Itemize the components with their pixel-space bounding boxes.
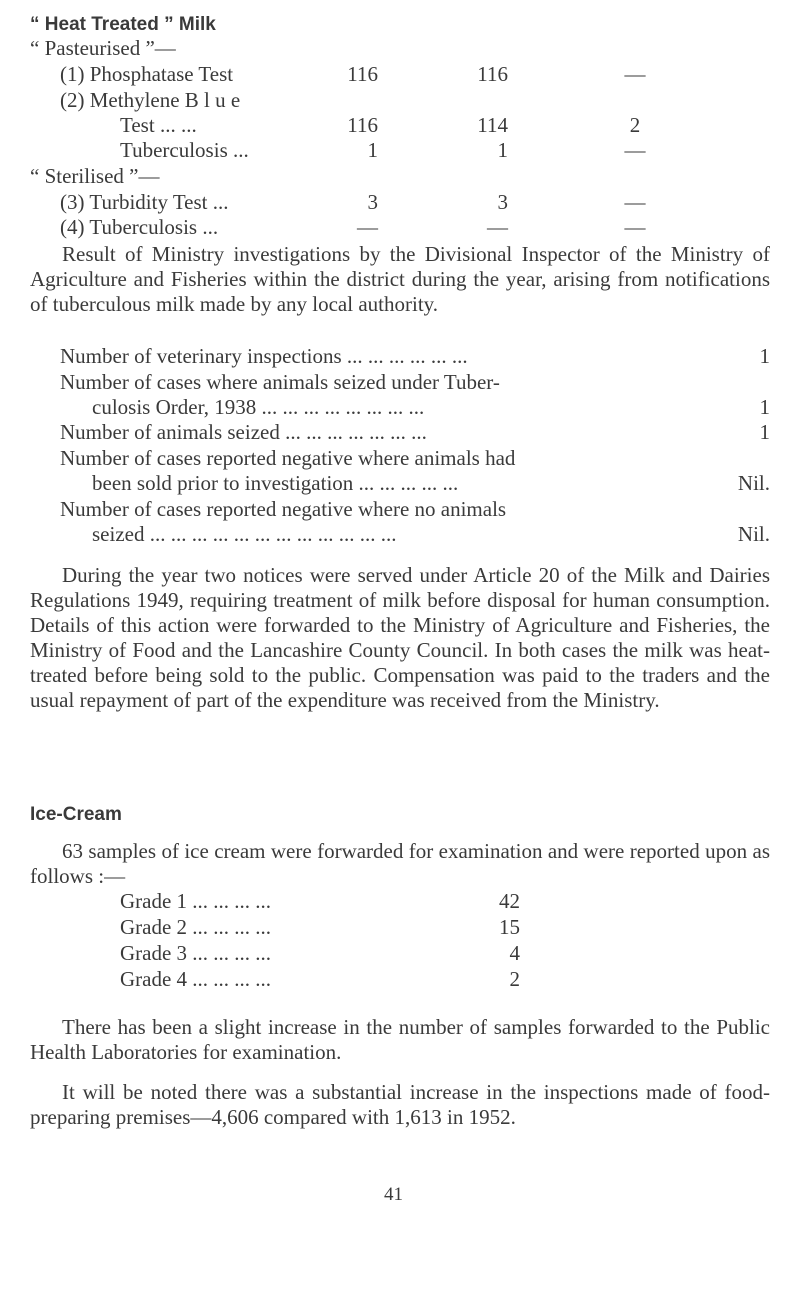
row-value-b: — xyxy=(487,215,508,239)
ministry-item-line: Number of veterinary inspections ... ... ... ... ... ... xyxy=(60,344,468,368)
row-label-test: Test ... ... xyxy=(120,113,197,137)
ice-cream-heading: Ice-Cream xyxy=(30,804,122,825)
row-value-a: 3 xyxy=(367,190,378,214)
ministry-intro: Result of Ministry investigations by the Divisional Inspector of the Ministry of Agriculture and Fisheries within the district during the year, arising from notifications of tuberculous milk made by any local authority. xyxy=(30,242,770,316)
ministry-item-value: 1 xyxy=(759,420,770,444)
increase-paragraph: There has been a slight increase in the number of samples forwarded to the Public Health Laboratories for examination. xyxy=(30,1015,770,1064)
notices-paragraph: During the year two notices were served under Article 20 of the Milk and Dairies Regulations 1949, requiring treatment of milk before disposal for human consumption. Details of this action were forwarded to the Ministry of Agriculture and Fisheries, the Ministry of Food and the Lancashire County Council. In both cases the milk was heat-treated before being sold to the public. Compensation was paid to the traders and the usual repayment of part of the expenditure was received from the Ministry. xyxy=(30,563,770,712)
ministry-item-line: Number of animals seized ... ... ... ... ... ... ... xyxy=(60,420,427,444)
row-value-a: 116 xyxy=(347,62,378,86)
row-value-b: 114 xyxy=(477,113,508,137)
ministry-item-line: Number of cases reported negative where animals had xyxy=(60,446,516,470)
ministry-item-line2: culosis Order, 1938 ... ... ... ... ... ... ... ... xyxy=(92,395,425,419)
grade-label: Grade 3 ... ... ... ... xyxy=(120,941,272,965)
row-value-a: 116 xyxy=(347,113,378,137)
grade-value: 2 xyxy=(509,967,520,991)
row-value-b: 3 xyxy=(497,190,508,214)
ministry-item-value: Nil. xyxy=(737,522,770,546)
grade-label: Grade 2 ... ... ... ... xyxy=(120,915,272,939)
inspections-paragraph: It will be noted there was a substantial increase in the inspections made of food-preparing premises—4,606 compared with 1,613 in 1952. xyxy=(30,1080,770,1129)
row-value-b: 1 xyxy=(497,138,508,162)
page-number: 41 xyxy=(384,1184,403,1205)
row-label-tuberculosis-sterilised: (4) Tuberculosis ... xyxy=(60,215,219,239)
ministry-item-value: Nil. xyxy=(737,471,770,495)
row-label-tuberculosis: Tuberculosis ... xyxy=(120,138,249,162)
grade-label: Grade 1 ... ... ... ... xyxy=(120,889,272,913)
ministry-item-value: 1 xyxy=(759,395,770,419)
row-value-a: — xyxy=(357,215,378,239)
row-value-c: — xyxy=(624,190,646,214)
row-value-c: — xyxy=(624,215,646,239)
row-value-c: — xyxy=(624,62,646,86)
ministry-item-line: Number of cases where animals seized under Tuber- xyxy=(60,370,500,394)
grade-value: 42 xyxy=(499,889,520,913)
row-label-phosphatase: (1) Phosphatase Test xyxy=(60,62,234,86)
milk-heading: “ Heat Treated ” Milk xyxy=(30,14,216,35)
ministry-item-line2: seized ... ... ... ... ... ... ... ... ... ... ... ... xyxy=(92,522,397,546)
grade-value: 15 xyxy=(499,915,520,939)
sterilised-label: “ Sterilised ”— xyxy=(30,164,160,188)
ministry-item-line: Number of cases reported negative where no animals xyxy=(60,497,507,521)
grade-value: 4 xyxy=(509,941,520,965)
row-value-a: 1 xyxy=(367,138,378,162)
ministry-item-line2: been sold prior to investigation ... ... ... ... ... xyxy=(92,471,459,495)
row-label-turbidity: (3) Turbidity Test ... xyxy=(60,190,229,214)
grade-label: Grade 4 ... ... ... ... xyxy=(120,967,272,991)
row-value-b: 116 xyxy=(477,62,508,86)
row-value-c: 2 xyxy=(629,113,641,137)
ministry-item-value: 1 xyxy=(759,344,770,368)
row-value-c: — xyxy=(624,138,646,162)
pasteurised-label: “ Pasteurised ”— xyxy=(30,36,176,60)
ice-cream-intro: 63 samples of ice cream were forwarded for examination and were reported upon as follows :— xyxy=(30,839,770,888)
row-label-methylene: (2) Methylene B l u e xyxy=(60,88,241,112)
